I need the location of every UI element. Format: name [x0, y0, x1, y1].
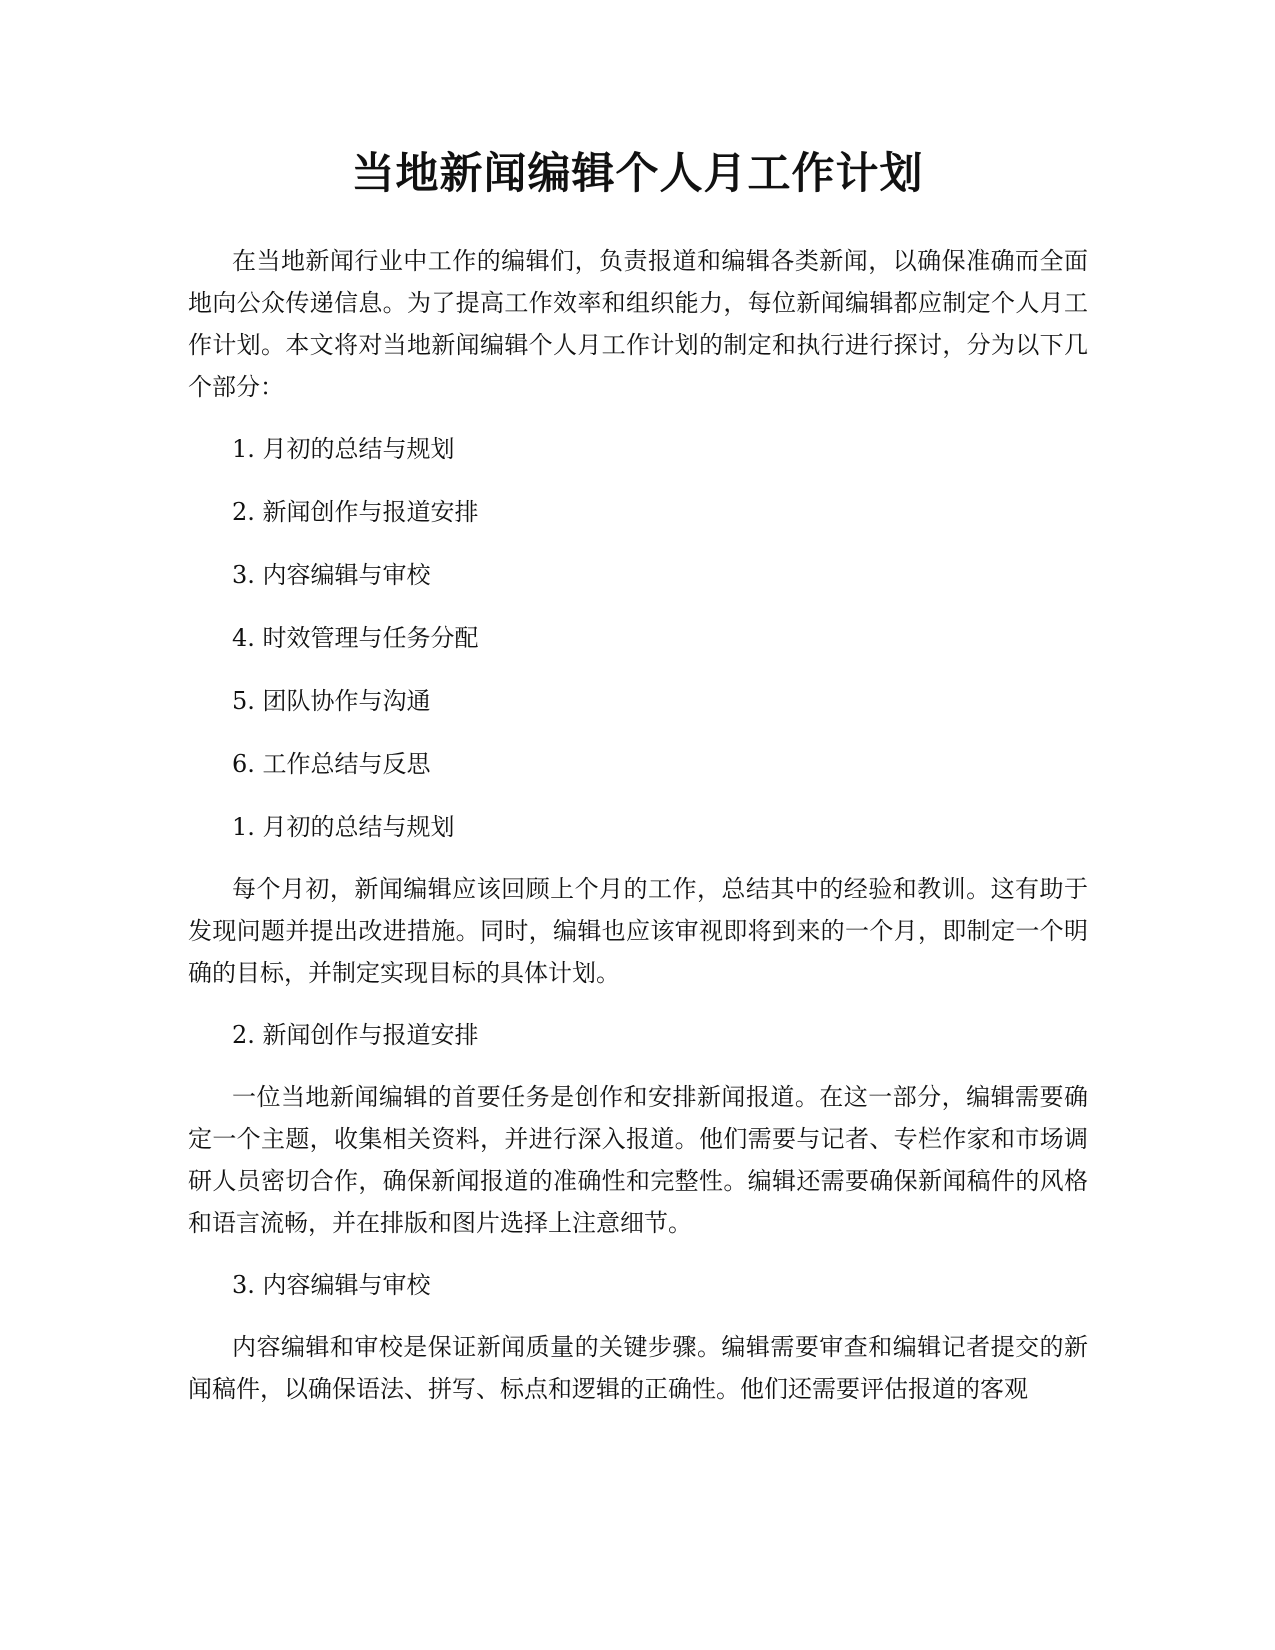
section-2: [188, 1014, 1088, 1244]
section-heading: 3. 内容编辑与审校: [232, 1271, 431, 1299]
document-title: 当地新闻编辑个人月工作计划: [351, 149, 924, 199]
section-paragraph: 一位当地新闻编辑的首要任务是创作和安排新闻报道。在这一部分，编辑需要确定一个主题，收集相关资料，并进行深入报道。他们需要与记者、专栏作家和市场调研人员密切合作，确保新闻报道的准确性和完整性。编辑还需要确保新闻稿件的风格和语言流畅，并在排版和图片选择上注意细节。: [188, 1083, 1088, 1237]
outline-item: 1. 月初的总结与规划: [232, 435, 455, 463]
section-1: [188, 806, 1088, 994]
outline-item: 4. 时效管理与任务分配: [232, 624, 479, 652]
outline-item: 6. 工作总结与反思: [232, 750, 431, 778]
section-paragraph: 每个月初，新闻编辑应该回顾上个月的工作，总结其中的经验和教训。这有助于发现问题并提出改进措施。同时，编辑也应该审视即将到来的一个月，即制定一个明确的目标，并制定实现目标的具体计划。: [188, 875, 1088, 987]
intro-paragraph: 在当地新闻行业中工作的编辑们，负责报道和编辑各类新闻，以确保准确而全面地向公众传递信息。为了提高工作效率和组织能力，每位新闻编辑都应制定个人月工作计划。本文将对当地新闻编辑个人月工作计划的制定和执行进行探讨，分为以下几个部分：: [188, 247, 1088, 401]
section-3: [188, 1264, 1088, 1410]
section-paragraph: 内容编辑和审校是保证新闻质量的关键步骤。编辑需要审查和编辑记者提交的新闻稿件，以确保语法、拼写、标点和逻辑的正确性。他们还需要评估报道的客观: [188, 1333, 1088, 1403]
document-body: [188, 240, 1088, 1430]
outline-item: 2. 新闻创作与报道安排: [232, 498, 479, 526]
section-heading: 2. 新闻创作与报道安排: [232, 1021, 479, 1049]
outline-item: 5. 团队协作与沟通: [232, 687, 431, 715]
outline-list: [188, 428, 1088, 785]
section-heading: 1. 月初的总结与规划: [232, 813, 455, 841]
outline-item: 3. 内容编辑与审校: [232, 561, 431, 589]
